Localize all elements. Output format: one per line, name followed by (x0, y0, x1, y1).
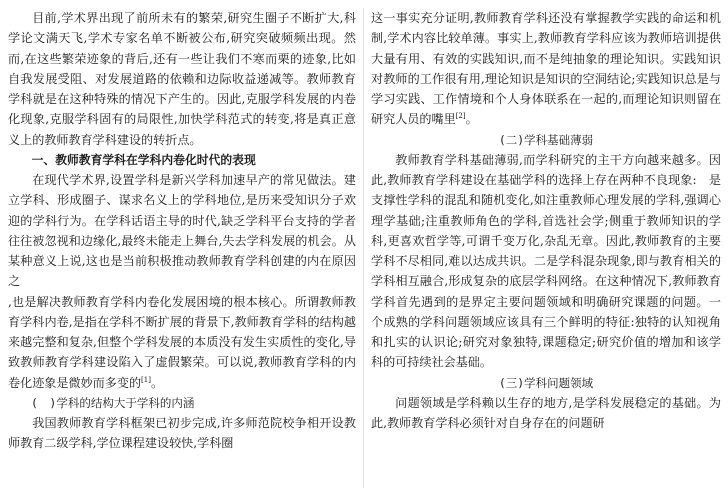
section-heading-1: 一、教师教育学科在学科内卷化时代的表现 (31, 152, 256, 167)
paragraph-problem-domain: 问题领域是学科赖以生存的地方,是学科发展稳定的基础。为此,教师教育学科必须针对自身存在的问题研 (371, 395, 721, 430)
subsection-heading-2: (二)学科基础薄弱 (498, 132, 594, 147)
paragraph-text: 这一事实充分证明,教师教育学科还没有掌握教学实践的命运和机制,学术内容比较单薄。事实上,教师教育学科应该为教师培训提供大量有用、有效的实践知识,而不是纯抽象的理论知识。实践知识对教师的工作很有用,理论知识是知识的空洞结论;实践知识总是与学习实践、工作情境和个人身体联系在一起的,而理论知识则留在研究人员的嘴里 (371, 11, 721, 127)
paragraph-weak-foundation: 教师教育学科基础薄弱,而学科研究的主干方向越来越多。因此,教师教育学科建设在基础学科的选择上存在两种不良现象: 是支撑性学科的混乱和随机变化,如注重教师心理发展的学科,强调心理学基础;注重教师角色的学科,首选社会学;侧重于教师知识的学科,更喜欢哲学等,可谓千变万化,杂乱无章。因此,教师教育的主要学科不尽相同,难以达成共识。二是学科混杂现象,即与教育相关的学科相互融合,形成复杂的底层学科网络。在这种情况下,教师教育学科首先遇到的是界定主要问题领域和明确研究课题的问题。一个成熟的学科问题领域应该具有三个鲜明的特征:独特的认知视角和扎实的认识论;研究对象独特,课题稳定;研究价值的增加和该学科的可持续社会基础。 (371, 152, 721, 370)
reference-marker: [1] (141, 375, 151, 384)
paragraph-disciplinary-setting: 在现代学术界,设置学科是新兴学科加速早产的常见做法。建立学科、形成圈子、谋求名义上的学科地位,是历来受知识分子欢迎的学科行为。在学科话语主导的时代,缺乏学科平台支持的学者往往被忽视和边缘化,最终未能走上舞台,失去学科发展的机会。从某种意义上说,这也是当前积极推动教师教育学科创建的内在原因之 (8, 173, 356, 289)
paragraph-practical-knowledge (371, 8, 721, 130)
paragraph-end: 。 (465, 112, 478, 127)
column-divider (363, 8, 364, 488)
paragraph-involution-definition (8, 292, 356, 393)
paragraph-text: ,也是解决教师教育学科内卷化发展困境的根本核心。所谓教师教育学科内卷,是指在学科不断扩展的背景下,教师教育学科的结构越来越完整和复杂,但整个学科发展的本质没有发生实质性的变化,导致教师教育学科建设陷入了虚假繁荣。可以说,教师教育学科的内卷化迹象是微妙而多变的 (8, 294, 356, 390)
paragraph-intro: 目前,学术界出现了前所未有的繁荣,研究生圈子不断扩大,科学论文满天飞,学术专家名单不断被公布,研究突破频频出现。然而,在这些繁荣迹象的背后,还有一些让我们不寒而栗的迹象,比如自我发展受阻、对发展道路的依赖和边际收益递减等。教师教育学科就是在这种特殊的情况下产生的。因此,克服学科发展的内卷化现象,克服学科固有的局限性,加快学科范式的转变,将是真正意义上的教师教育学科建设的转折点。 (8, 11, 356, 147)
subsection-heading-1: ( )学科的结构大于学科的内涵 (31, 395, 195, 410)
left-column (8, 8, 356, 454)
right-column (371, 8, 721, 433)
reference-marker: [2] (455, 112, 466, 121)
subsection-heading-3: (三)学科问题领域 (498, 375, 594, 390)
paragraph-end: 。 (150, 375, 164, 390)
paragraph-framework: 我国教师教育学科框架已初步完成,许多师范院校争相开设教师教育二级学科,学位课程建设较快,学科圈 (8, 416, 356, 451)
